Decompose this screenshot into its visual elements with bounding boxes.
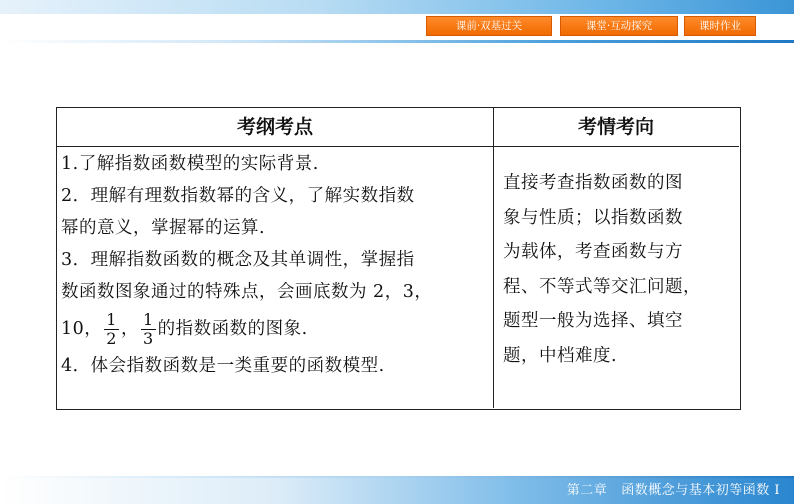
syllabus-line: 数函数图象通过的特殊点，会画底数为 2，3， [61, 282, 433, 302]
footer-chapter-title: 函数概念与基本初等函数 I [621, 483, 780, 498]
nav-homework[interactable]: 课时作业 [684, 16, 756, 36]
syllabus-line: 3．理解指数函数的概念及其单调性，掌握指 [61, 250, 415, 270]
table-header-divider [57, 146, 739, 147]
fraction-one-half [104, 312, 119, 347]
fraction-numerator: 1 [106, 310, 117, 329]
trend-line: 为载体，考查函数与方 [503, 242, 683, 262]
frac-separator: ， [120, 319, 139, 339]
syllabus-line: 2．理解有理数指数幂的含义，了解实数指数 [61, 186, 415, 206]
syllabus-line: 1.了解指数函数模型的实际背景. [61, 154, 319, 174]
fraction-numerator: 1 [142, 310, 154, 329]
trend-line: 题型一般为选择、填空 [503, 311, 683, 331]
nav-in-class-interaction[interactable]: 课堂·互动探究 [560, 16, 678, 36]
exam-trends-cell [503, 166, 735, 373]
syllabus-line: 幂的意义，掌握幂的运算. [61, 218, 266, 238]
nav-pre-class-basics[interactable]: 课前·双基过关 [426, 16, 552, 36]
header-exam-trends: 考情考向 [577, 116, 654, 138]
syllabus-line-fractions [61, 308, 491, 350]
fraction-denominator: 3 [142, 329, 154, 348]
syllabus-line: 4．体会指数函数是一类重要的函数模型. [61, 356, 385, 376]
fraction-denominator: 2 [106, 329, 117, 348]
header-band [0, 0, 794, 44]
frac-suffix: 的指数函数的图象. [157, 319, 308, 339]
syllabus-points-cell [61, 148, 491, 382]
footer-chapter: 第二章 [566, 483, 608, 498]
table-column-divider [493, 108, 494, 408]
trend-line: 象与性质；以指数函数 [503, 207, 683, 228]
syllabus-table [56, 107, 741, 410]
footer-divider [0, 476, 794, 478]
trend-line: 程、不等式等交汇问题， [503, 276, 701, 297]
trend-line: 题，中档难度. [503, 345, 618, 366]
fraction-one-third [141, 312, 156, 347]
trend-line: 直接考查指数函数的图 [503, 173, 683, 193]
frac-prefix: 10， [61, 319, 103, 339]
header-divider [0, 40, 794, 43]
footer-chapter-label [553, 480, 780, 502]
header-gradient-bar [0, 0, 794, 14]
header-syllabus-points: 考纲考点 [236, 116, 313, 138]
